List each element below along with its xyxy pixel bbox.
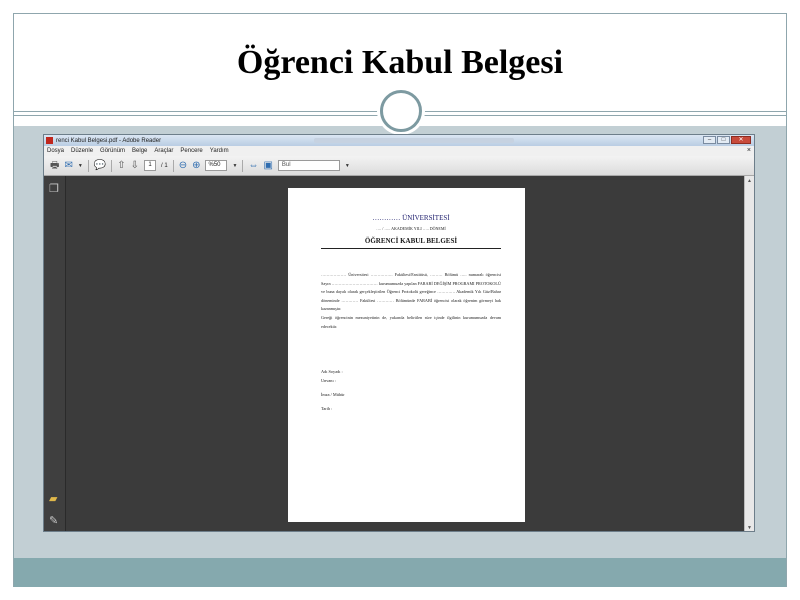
menu-duzenle[interactable]: Düzenle [71, 148, 94, 154]
window-titlebar [44, 135, 754, 146]
field-label: Unvanı [321, 378, 334, 384]
field-label: Tarih [321, 406, 331, 412]
body-paragraph-1: ……………… Üniversitesi ……………. Fakültesi/Enstitüsü, ……… Bölümü ….. numaralı öğrencisi Sayın …………………………… kurumumuzda yapılan FARABİ DEĞİŞİM PROGRAMI PROTOKOLÜ ve buna dayalı olarak gerçekleştirilen Öğrenci Protokolü gereğince …………. Akademik Yılı Güz/Bahar döneminde ………… Fakültesi ………… Bölümünde FARABİ öğrencisi olarak öğrenim görmeyi hak kazanmıştır. [321, 272, 501, 312]
field-name [321, 369, 501, 375]
pages-icon[interactable]: ❐ [49, 183, 59, 195]
window-controls [703, 136, 751, 144]
field-label: İmza / Mühür [321, 392, 345, 398]
attachment-icon[interactable]: ✎ [49, 515, 59, 527]
prev-page-icon[interactable]: ⇧ [117, 159, 126, 171]
zoom-out-icon[interactable]: ⊖ [178, 159, 188, 171]
email-icon[interactable]: ✉ [64, 159, 73, 171]
page-total: / 1 [161, 162, 168, 169]
document-heading: ÖĞRENCİ KABUL BELGESİ [321, 237, 501, 249]
next-page-icon[interactable]: ⇩ [130, 159, 140, 171]
zoom-in-icon[interactable]: ⊕ [192, 159, 201, 171]
print-icon[interactable]: 🖶 [50, 159, 60, 171]
fit-page-icon[interactable]: ▣ [263, 159, 273, 171]
blurred-titlebar-region [314, 138, 514, 143]
university-line: ………… ÜNİVERSİTESİ [372, 214, 450, 222]
zoom-input[interactable]: %50 [205, 160, 227, 171]
menu-dosya[interactable]: Dosya [47, 148, 65, 154]
pdf-reader-window [43, 134, 755, 532]
toolbar [44, 156, 754, 176]
scroll-down-icon[interactable]: ▼ [747, 525, 752, 531]
toolbar-separator [242, 160, 243, 172]
page-number-input[interactable]: 1 [144, 160, 156, 171]
close-window-button[interactable]: ✕ [731, 136, 751, 144]
window-title: renci Kabul Belgesi.pdf - Adobe Reader [56, 137, 162, 144]
toolbar-separator [88, 160, 89, 172]
chevron-down-icon[interactable]: ▼ [77, 162, 83, 169]
scroll-up-icon[interactable]: ▲ [747, 178, 752, 184]
field-date [321, 406, 501, 412]
field-label: Adı Soyadı [321, 369, 341, 375]
toolbar-separator [111, 160, 112, 172]
chevron-down-icon[interactable]: ▼ [344, 162, 350, 169]
chevron-down-icon[interactable]: ▼ [232, 162, 238, 169]
field-separator: : [341, 369, 343, 375]
field-separator: : [334, 378, 336, 384]
menu-yardim[interactable]: Yardım [209, 148, 229, 154]
fit-width-icon[interactable]: ⇔ [248, 159, 259, 171]
find-input[interactable]: Bul [278, 160, 340, 171]
menubar [44, 146, 754, 156]
field-title [321, 378, 501, 384]
menu-pencere[interactable]: Pencere [180, 148, 203, 154]
menu-araclar[interactable]: Araçlar [154, 148, 174, 154]
comments-icon[interactable]: ▰ [49, 493, 58, 505]
maximize-button[interactable]: □ [717, 136, 730, 144]
comment-icon[interactable]: 💬 [93, 159, 107, 171]
field-separator: : [331, 406, 333, 412]
acrobat-icon [46, 137, 53, 144]
document-body [321, 271, 501, 331]
menu-gorunum[interactable]: Görünüm [100, 148, 126, 154]
signature-fields [321, 369, 501, 412]
toolbar-separator [173, 160, 174, 172]
minimize-button[interactable]: – [703, 136, 716, 144]
academic-year-line: …. / ….. AKADEMİK YILI ….. DÖNEMİ [376, 226, 446, 231]
body-paragraph-2: Gereği öğrencinin mezuniyetinin de, yukarıda belirtilen süre içinde ilgilinin kurumumuzda devam edecektir. [321, 314, 501, 329]
vertical-scrollbar[interactable] [744, 176, 754, 532]
circle-ornament [380, 90, 422, 132]
navigation-pane [44, 176, 66, 532]
pdf-page [288, 188, 525, 522]
field-signature [321, 392, 501, 398]
slide-title: Öğrenci Kabul Belgesi [236, 44, 564, 81]
footer-band [14, 558, 786, 587]
close-document-button[interactable]: × [746, 147, 751, 154]
menu-belge[interactable]: Belge [132, 148, 148, 154]
